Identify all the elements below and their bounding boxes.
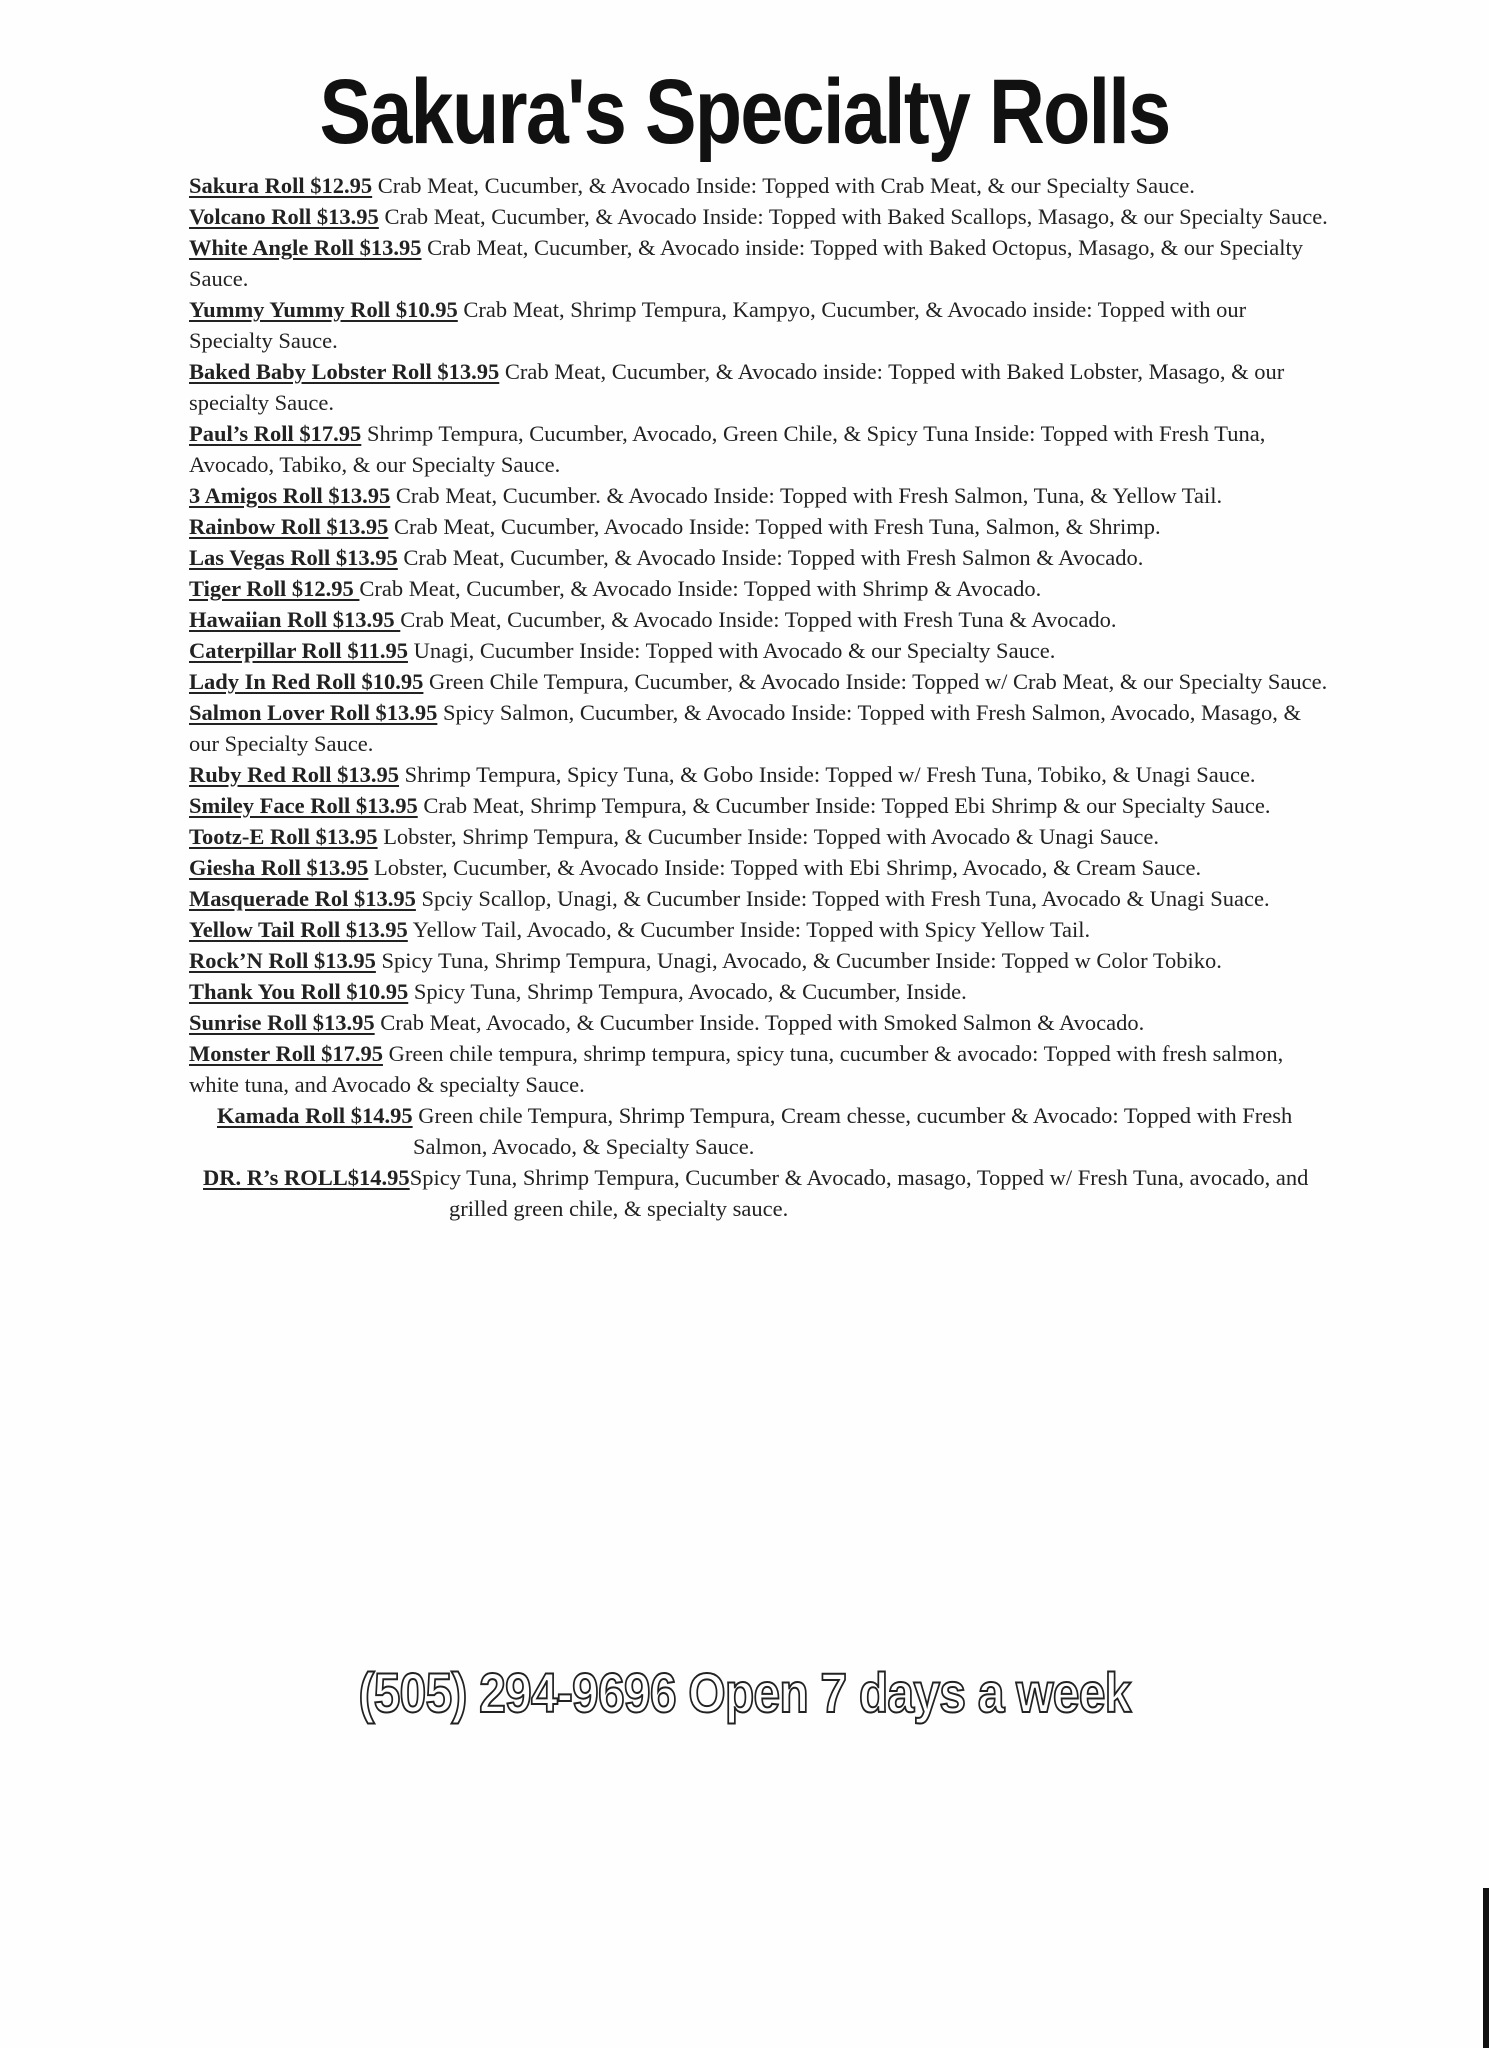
list-item xyxy=(189,232,1329,294)
roll-name: Sunrise Roll $13.95 xyxy=(189,1010,375,1035)
roll-name: Smiley Face Roll $13.95 xyxy=(189,793,418,818)
list-item xyxy=(189,356,1329,418)
roll-name: Volcano Roll $13.95 xyxy=(189,204,379,229)
roll-description: Shrimp Tempura, Spicy Tuna, & Gobo Inside: Topped w/ Fresh Tuna, Tobiko, & Unagi Sauce. xyxy=(399,762,1256,787)
list-item xyxy=(189,697,1329,759)
list-item xyxy=(189,666,1329,697)
roll-name: Yummy Yummy Roll $10.95 xyxy=(189,297,458,322)
list-item xyxy=(189,573,1329,604)
roll-description: Crab Meat, Cucumber, & Avocado Inside: Topped with Crab Meat, & our Specialty Sauce. xyxy=(372,173,1195,198)
roll-description: Spicy Tuna, Shrimp Tempura, Unagi, Avocado, & Cucumber Inside: Topped w Color Tobiko. xyxy=(375,948,1222,973)
list-item xyxy=(189,604,1329,635)
list-item xyxy=(189,976,1329,1007)
contact-footer: (505) 294-9696 Open 7 days a week xyxy=(358,1661,1131,1724)
list-item xyxy=(189,170,1329,201)
roll-description: Spicy Tuna, Shrimp Tempura, Avocado, & Cucumber, Inside. xyxy=(408,979,967,1004)
roll-description: Spciy Scallop, Unagi, & Cucumber Inside: Topped with Fresh Tuna, Avocado & Unagi Suace. xyxy=(415,886,1270,911)
list-item xyxy=(189,821,1329,852)
roll-name: Yellow Tail Roll $13.95 xyxy=(189,917,408,942)
roll-name: 3 Amigos Roll $13.95 xyxy=(189,483,391,508)
list-item xyxy=(189,294,1329,356)
roll-description: Yellow Tail, Avocado, & Cucumber Inside: Topped with Spicy Yellow Tail. xyxy=(407,917,1091,942)
roll-description: Crab Meat, Cucumber, & Avocado Inside: Topped with Fresh Salmon & Avocado. xyxy=(397,545,1144,570)
list-item xyxy=(189,759,1329,790)
scan-edge-mark xyxy=(1483,1888,1489,2048)
roll-name: Salmon Lover Roll $13.95 xyxy=(189,700,438,725)
roll-description: Crab Meat, Avocado, & Cucumber Inside. Topped with Smoked Salmon & Avocado. xyxy=(374,1010,1145,1035)
list-item xyxy=(189,945,1329,976)
roll-description: Crab Meat, Cucumber, & Avocado inside: Topped with Baked Lobster, Masago, & our specialty Sauce. xyxy=(189,359,1285,415)
list-item xyxy=(189,480,1329,511)
roll-name: DR. R’s ROLL$14.95 xyxy=(203,1165,410,1190)
roll-description: Spicy Tuna, Shrimp Tempura, Cucumber & Avocado, masago, Topped w/ Fresh Tuna, avocado, and grilled green chile, & specialty sauce. xyxy=(409,1165,1309,1221)
list-item xyxy=(189,1162,1329,1224)
roll-name: Ruby Red Roll $13.95 xyxy=(189,762,400,787)
page-title: Sakura's Specialty Rolls xyxy=(319,61,1170,163)
list-item xyxy=(189,1100,1329,1162)
roll-name: Rock’N Roll $13.95 xyxy=(189,948,376,973)
roll-name: Giesha Roll $13.95 xyxy=(189,855,369,880)
roll-description: Crab Meat, Cucumber, & Avocado inside: Topped with Baked Octopus, Masago, & our Specialty Sauce. xyxy=(189,235,1304,291)
roll-name: Hawaiian Roll $13.95 xyxy=(189,607,401,632)
roll-description: Shrimp Tempura, Cucumber, Avocado, Green Chile, & Spicy Tuna Inside: Topped with Fresh Tuna, Avocado, Tabiko, & our Specialty Sauce. xyxy=(189,421,1266,477)
list-item xyxy=(189,511,1329,542)
roll-name: Lady In Red Roll $10.95 xyxy=(189,669,424,694)
list-item xyxy=(189,542,1329,573)
roll-list xyxy=(189,170,1329,1224)
roll-description: Crab Meat, Cucumber, & Avocado Inside: Topped with Fresh Tuna & Avocado. xyxy=(400,607,1117,632)
roll-description: Unagi, Cucumber Inside: Topped with Avocado & our Specialty Sauce. xyxy=(407,638,1056,663)
list-item xyxy=(189,635,1329,666)
roll-name: Sakura Roll $12.95 xyxy=(189,173,373,198)
roll-name: Rainbow Roll $13.95 xyxy=(189,514,389,539)
roll-name: Thank You Roll $10.95 xyxy=(189,979,409,1004)
roll-description: Lobster, Cucumber, & Avocado Inside: Topped with Ebi Shrimp, Avocado, & Cream Sauce. xyxy=(368,855,1202,880)
list-item xyxy=(189,852,1329,883)
list-item xyxy=(189,883,1329,914)
roll-name: Tootz-E Roll $13.95 xyxy=(189,824,378,849)
roll-description: Green Chile Tempura, Cucumber, & Avocado Inside: Topped w/ Crab Meat, & our Specialty Sauce. xyxy=(423,669,1328,694)
list-item xyxy=(189,418,1329,480)
roll-name: Masquerade Rol $13.95 xyxy=(189,886,416,911)
roll-description: Lobster, Shrimp Tempura, & Cucumber Inside: Topped with Avocado & Unagi Sauce. xyxy=(377,824,1159,849)
list-item xyxy=(189,201,1329,232)
roll-description: Crab Meat, Cucumber, Avocado Inside: Topped with Fresh Tuna, Salmon, & Shrimp. xyxy=(388,514,1161,539)
roll-description: Crab Meat, Cucumber. & Avocado Inside: Topped with Fresh Salmon, Tuna, & Yellow Tail. xyxy=(390,483,1223,508)
roll-name: Kamada Roll $14.95 xyxy=(217,1103,413,1128)
roll-name: Caterpillar Roll $11.95 xyxy=(189,638,408,663)
roll-description: Green chile Tempura, Shrimp Tempura, Cream chesse, cucumber & Avocado: Topped with Fresh Salmon, Avocado, & Specialty Sauce. xyxy=(412,1103,1293,1159)
roll-description: Crab Meat, Cucumber, & Avocado Inside: Topped with Baked Scallops, Masago, & our Specialty Sauce. xyxy=(378,204,1328,229)
roll-name: Tiger Roll $12.95 xyxy=(189,576,360,601)
roll-name: Baked Baby Lobster Roll $13.95 xyxy=(189,359,500,384)
list-item xyxy=(189,790,1329,821)
roll-description: Crab Meat, Shrimp Tempura, Kampyo, Cucumber, & Avocado inside: Topped with our Specialty Sauce. xyxy=(189,297,1247,353)
list-item xyxy=(189,1007,1329,1038)
roll-description: Crab Meat, Cucumber, & Avocado Inside: Topped with Shrimp & Avocado. xyxy=(359,576,1042,601)
roll-description: Green chile tempura, shrimp tempura, spicy tuna, cucumber & avocado: Topped with fresh salmon, white tuna, and Avocado & specialty Sauce. xyxy=(189,1041,1284,1097)
roll-name: White Angle Roll $13.95 xyxy=(189,235,422,260)
roll-name: Paul’s Roll $17.95 xyxy=(189,421,362,446)
roll-description: Crab Meat, Shrimp Tempura, & Cucumber Inside: Topped Ebi Shrimp & our Specialty Sauce. xyxy=(417,793,1271,818)
list-item xyxy=(189,1038,1329,1100)
roll-name: Monster Roll $17.95 xyxy=(189,1041,383,1066)
roll-name: Las Vegas Roll $13.95 xyxy=(189,545,398,570)
list-item xyxy=(189,914,1329,945)
roll-description: Spicy Salmon, Cucumber, & Avocado Inside: Topped with Fresh Salmon, Avocado, Masago, & our Specialty Sauce. xyxy=(189,700,1302,756)
